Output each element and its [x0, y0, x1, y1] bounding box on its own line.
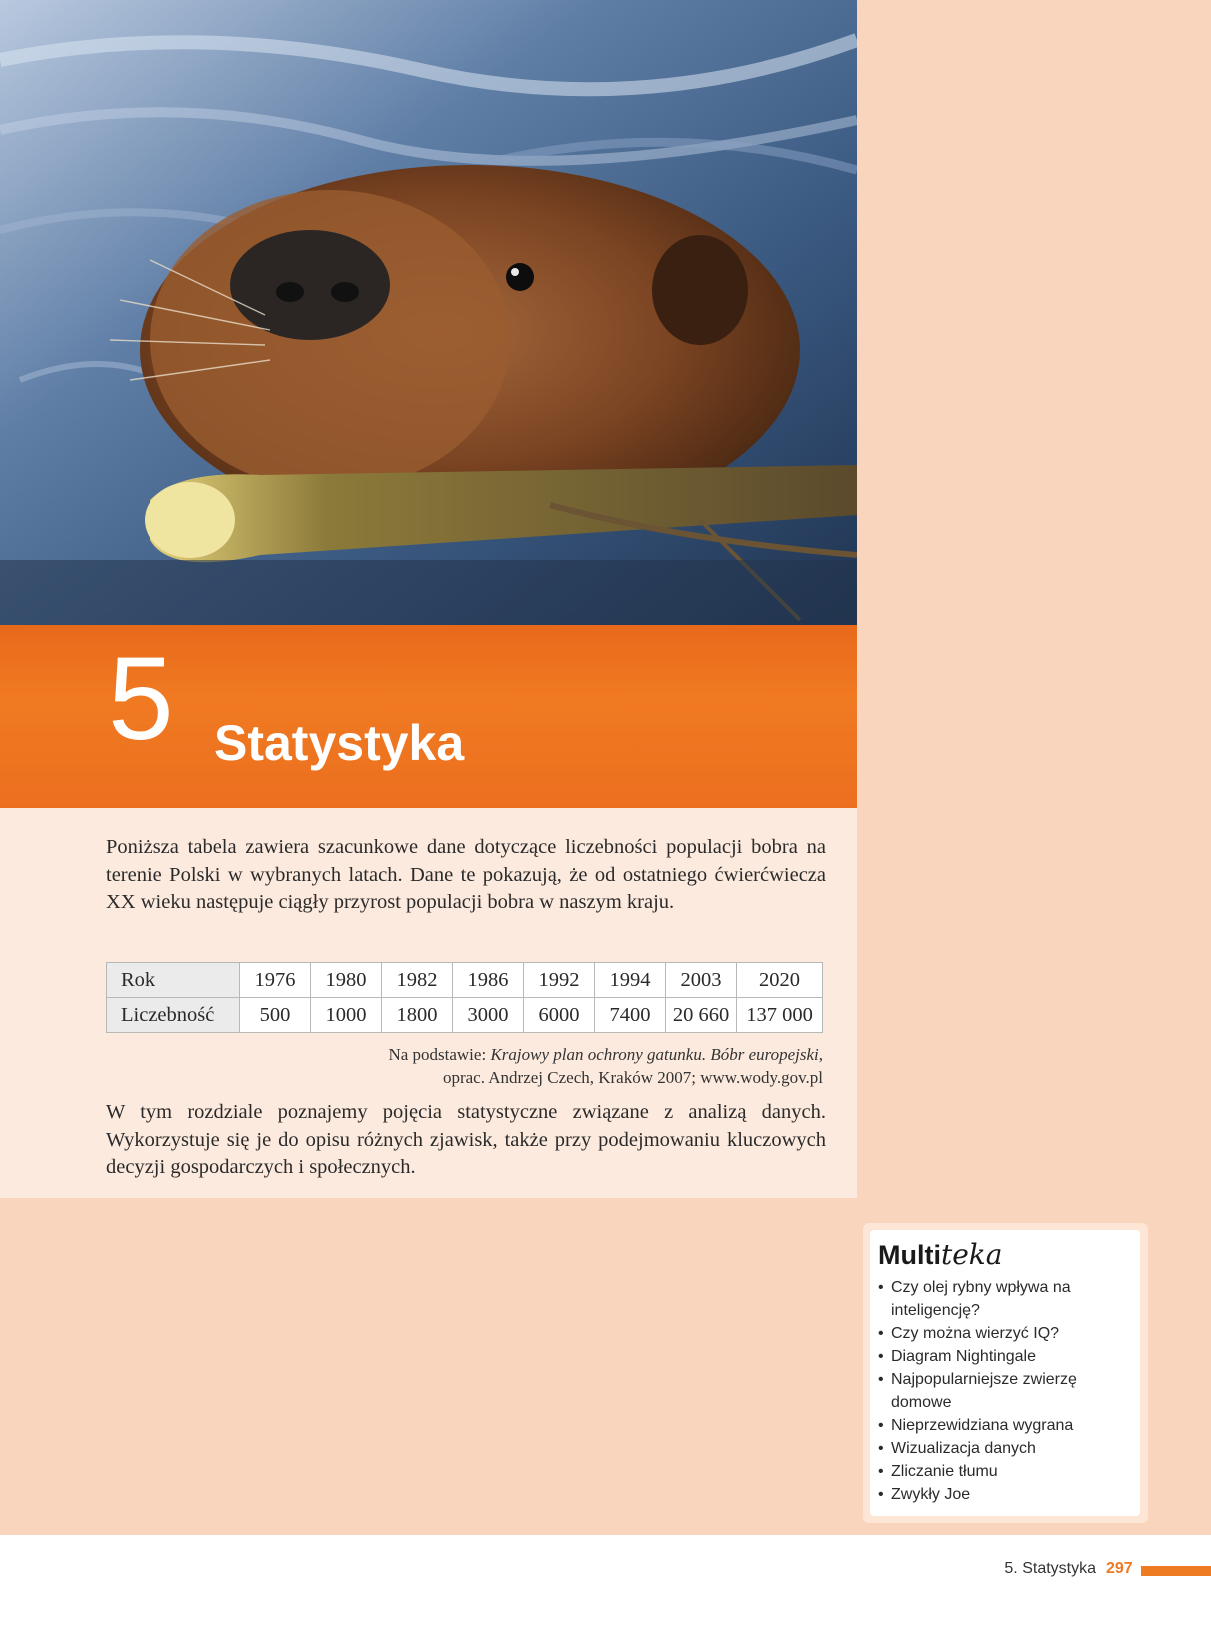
multiteka-link[interactable]: • Zwykły Joe: [878, 1483, 1138, 1506]
table-cell: 1982: [382, 963, 453, 998]
table-cell: 1000: [311, 998, 382, 1033]
source-note: [263, 1043, 823, 1089]
row-label-year: Rok: [107, 963, 240, 998]
table-cell: 2020: [737, 963, 823, 998]
footer-accent-bar: [1141, 1566, 1211, 1576]
multiteka-link[interactable]: • Najpopularniejsze zwierzę domowe: [878, 1368, 1138, 1414]
intro-paragraph: Poniższa tabela zawiera szacunkowe dane dotyczące liczebności populacji bobra na terenie Polski w wybranych latach. Dane te pokazują, że od ostatniego ćwierćwiecza XX wieku następuje ciągły przyrost populacji bobra w naszym kraju.: [106, 836, 826, 913]
multiteka-link[interactable]: • Nieprzewidziana wygrana: [878, 1414, 1138, 1437]
source-suffix: ,: [818, 1045, 823, 1064]
table-row-years: [107, 963, 823, 998]
multiteka-link[interactable]: • Zliczanie tłumu: [878, 1460, 1138, 1483]
chapter-title: Statystyka: [214, 715, 465, 771]
page-number: 297: [1106, 1560, 1133, 1577]
table-cell: 1980: [311, 963, 382, 998]
beaver-photo: [0, 0, 857, 625]
multiteka-link[interactable]: • Diagram Nightingale: [878, 1345, 1138, 1368]
table-cell: 500: [240, 998, 311, 1033]
table-cell: 6000: [524, 998, 595, 1033]
multiteka-link[interactable]: • Czy olej rybny wpływa na inteligencję?: [878, 1276, 1138, 1322]
multiteka-link[interactable]: • Czy można wierzyć IQ?: [878, 1322, 1138, 1345]
multiteka-title: [878, 1238, 1003, 1271]
chapter-overview-paragraph: W tym rozdziale poznajemy pojęcia statystyczne związane z analizą danych. Wykorzystuje się je do opisu różnych zjawisk, także przy podejmowaniu kluczowych decyzji gospodarczych i społecznych.: [106, 1101, 826, 1178]
multiteka-title-a: Multi: [878, 1240, 941, 1270]
source-prefix: Na podstawie:: [388, 1045, 491, 1064]
multiteka-title-b: teka: [940, 1238, 1003, 1271]
table-cell: 1994: [595, 963, 666, 998]
table-cell: 1976: [240, 963, 311, 998]
table-cell: 20 660: [666, 998, 737, 1033]
table-cell: 7400: [595, 998, 666, 1033]
table-row-counts: [107, 998, 823, 1033]
table-cell: 1992: [524, 963, 595, 998]
table-cell: 3000: [453, 998, 524, 1033]
footer-chapter-label: 5. Statystyka: [1004, 1560, 1096, 1577]
table-cell: 2003: [666, 963, 737, 998]
multiteka-link[interactable]: • Wizualizacja danych: [878, 1437, 1138, 1460]
multiteka-list: [878, 1276, 1138, 1506]
chapter-number: 5: [108, 633, 174, 765]
table-cell: 137 000: [737, 998, 823, 1033]
beaver-population-table: [106, 962, 823, 1033]
table-cell: 1986: [453, 963, 524, 998]
source-line2: oprac. Andrzej Czech, Kraków 2007; www.wody.gov.pl: [442, 1068, 823, 1087]
source-title: Krajowy plan ochrony gatunku. Bóbr europejski: [490, 1045, 819, 1064]
row-label-count: Liczebność: [107, 998, 240, 1033]
table-cell: 1800: [382, 998, 453, 1033]
